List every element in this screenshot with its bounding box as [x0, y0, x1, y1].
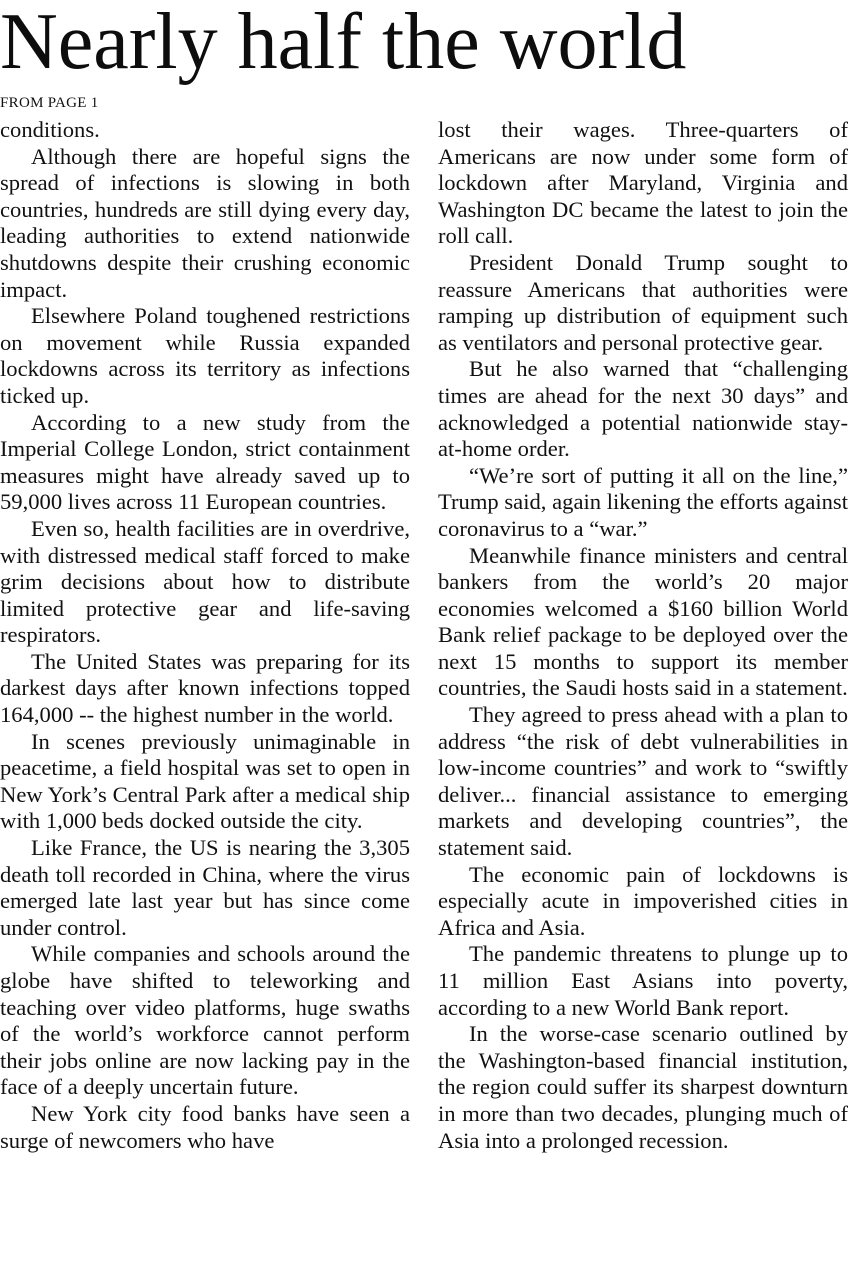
paragraph: “We’re sort of putting it all on the line,” Trump said, again likening the efforts against coronavirus to a “war.” — [438, 462, 848, 541]
paragraph: While companies and schools around the globe have shifted to teleworking and teaching over video platforms, huge swaths of the world’s workforce cannot perform their jobs online are now lacking pay in the face of a deeply uncertain future. — [0, 941, 410, 1100]
paragraph: They agreed to press ahead with a plan to address “the risk of debt vulnerabilities in low-income countries” and work to “swiftly deliver... financial assistance to emerging markets and developing countries”, the statement said. — [438, 702, 848, 861]
paragraph: The economic pain of lockdowns is especially acute in impoverished cities in Africa and Asia. — [438, 861, 848, 940]
paragraph: Meanwhile finance ministers and central bankers from the world’s 20 major economies welcomed a $160 billion World Bank relief package to be deployed over the next 15 months to support its member countries, the Saudi hosts said in a statement. — [438, 542, 848, 701]
paragraph: President Donald Trump sought to reassure Americans that authorities were ramping up distribution of equipment such as ventilators and personal protective gear. — [438, 249, 848, 355]
paragraph: New York city food banks have seen a surge of newcomers who have — [0, 1100, 410, 1153]
paragraph: Although there are hopeful signs the spread of infections is slowing in both countries, hundreds are still dying every day, leading authorities to extend nationwide shutdowns despite their crushing economic impact. — [0, 143, 410, 302]
jump-line: FROM PAGE 1 — [0, 95, 99, 111]
paragraph: Even so, health facilities are in overdrive, with distressed medical staff forced to make grim decisions about how to distribute limited protective gear and life-saving respirators. — [0, 515, 410, 648]
paragraph: But he also warned that “challenging times are ahead for the next 30 days” and acknowledged a potential nationwide stay-at-home order. — [438, 356, 848, 462]
left-column — [0, 117, 410, 1154]
paragraph: Like France, the US is nearing the 3,305 death toll recorded in China, where the virus emerged late last year but has since come under control. — [0, 835, 410, 940]
paragraph: In the worse-case scenario outlined by the Washington-based financial institution, the region could suffer its sharpest downturn in more than two decades, plunging much of Asia into a prolonged recession. — [438, 1021, 848, 1153]
right-column — [438, 117, 848, 1154]
headline: Nearly half the world — [0, 0, 687, 86]
paragraph: In scenes previously unimaginable in peacetime, a field hospital was set to open in New York’s Central Park after a medical ship with 1,000 beds docked outside the city. — [0, 728, 410, 834]
paragraph: The pandemic threatens to plunge up to 11 million East Asians into poverty, according to a new World Bank report. — [438, 941, 848, 1020]
paragraph: Elsewhere Poland toughened restrictions on movement while Russia expanded lockdowns across its territory as infections ticked up. — [0, 303, 410, 408]
paragraph: According to a new study from the Imperial College London, strict containment measures might have already saved up to 59,000 lives across 11 European countries. — [0, 409, 410, 515]
paragraph: conditions. — [0, 117, 100, 142]
paragraph: The United States was preparing for its darkest days after known infections topped 164,000 -- the highest number in the world. — [0, 648, 410, 728]
paragraph: lost their wages. Three-quarters of Americans are now under some form of lockdown after Maryland, Virginia and Washington DC became the latest to join the roll call. — [438, 117, 848, 249]
